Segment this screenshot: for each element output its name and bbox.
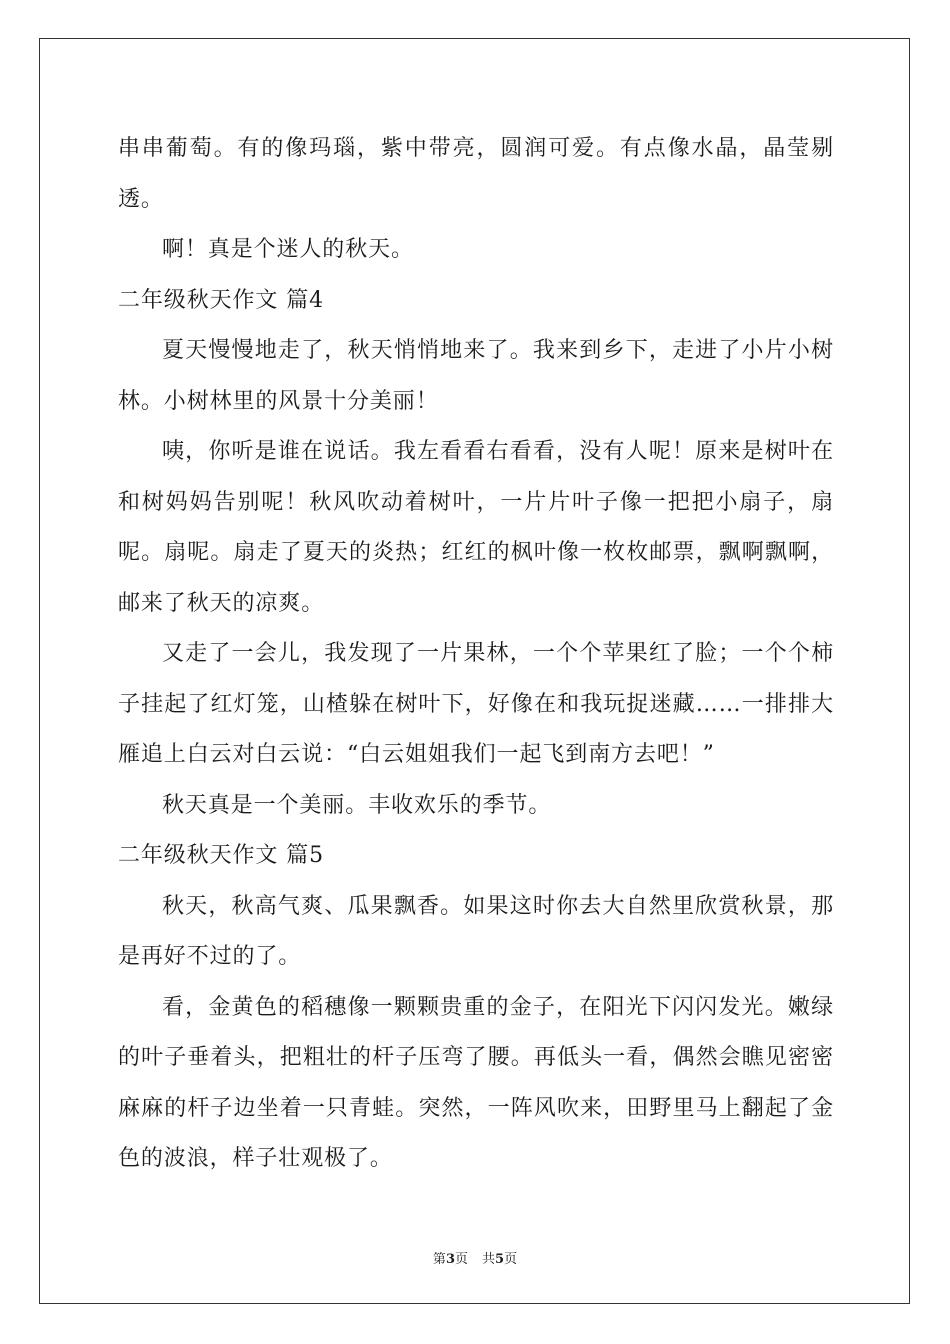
page-suffix: 页 xyxy=(454,1252,468,1267)
page-prefix: 第 xyxy=(432,1252,446,1267)
total-prefix: 共 xyxy=(482,1252,496,1267)
section-heading: 二年级秋天作文 篇4 xyxy=(118,287,324,313)
total-suffix: 页 xyxy=(504,1252,518,1267)
paragraph: 看，金黄色的稻穗像一颗颗贵重的金子，在阳光下闪闪发光。嫩绿的叶子垂着头，把粗壮的杆子压弯了腰。再低头一看，偶然会瞧见密密麻麻的杆子边坐着一只青蛙。突然，一阵风吹来，田野里马上翻起了金色的波浪，样子壮观极了。 xyxy=(118,994,834,1171)
paragraph: 咦，你听是谁在说话。我左看看右看看，没有人呢！原来是树叶在和树妈妈告别呢！秋风吹动着树叶，一片片叶子像一把把小扇子，扇呢。扇呢。扇走了夏天的炎热；红红的枫叶像一枚枚邮票，飘啊飘啊，邮来了秋天的凉爽。 xyxy=(118,439,834,616)
document-body xyxy=(118,124,834,1185)
paragraph: 夏天慢慢地走了，秋天悄悄地来了。我来到乡下，走进了小片小树林。小树林里的风景十分美丽！ xyxy=(118,338,834,414)
paragraph-continued: 串串葡萄。有的像玛瑙，紫中带亮，圆润可爱。有点像水晶，晶莹剔透。 xyxy=(118,136,834,212)
section-heading: 二年级秋天作文 篇5 xyxy=(118,843,324,868)
paragraph: 秋天，秋高气爽、瓜果飘香。如果这时你去大自然里欣赏秋景，那是再好不过的了。 xyxy=(118,893,834,969)
paragraph: 啊！真是个迷人的秋天。 xyxy=(162,237,414,262)
page-total: 5 xyxy=(495,1252,505,1267)
paragraph: 又走了一会儿，我发现了一片果林，一个个苹果红了脸；一个个柿子挂起了红灯笼，山楂躲在树叶下，好像在和我玩捉迷藏……一排排大雁追上白云对白云说：“白云姐姐我们一起飞到南方去吧！” xyxy=(118,641,834,767)
page-current: 3 xyxy=(445,1252,455,1267)
page-footer xyxy=(0,1248,950,1267)
paragraph: 秋天真是一个美丽。丰收欢乐的季节。 xyxy=(162,792,552,818)
